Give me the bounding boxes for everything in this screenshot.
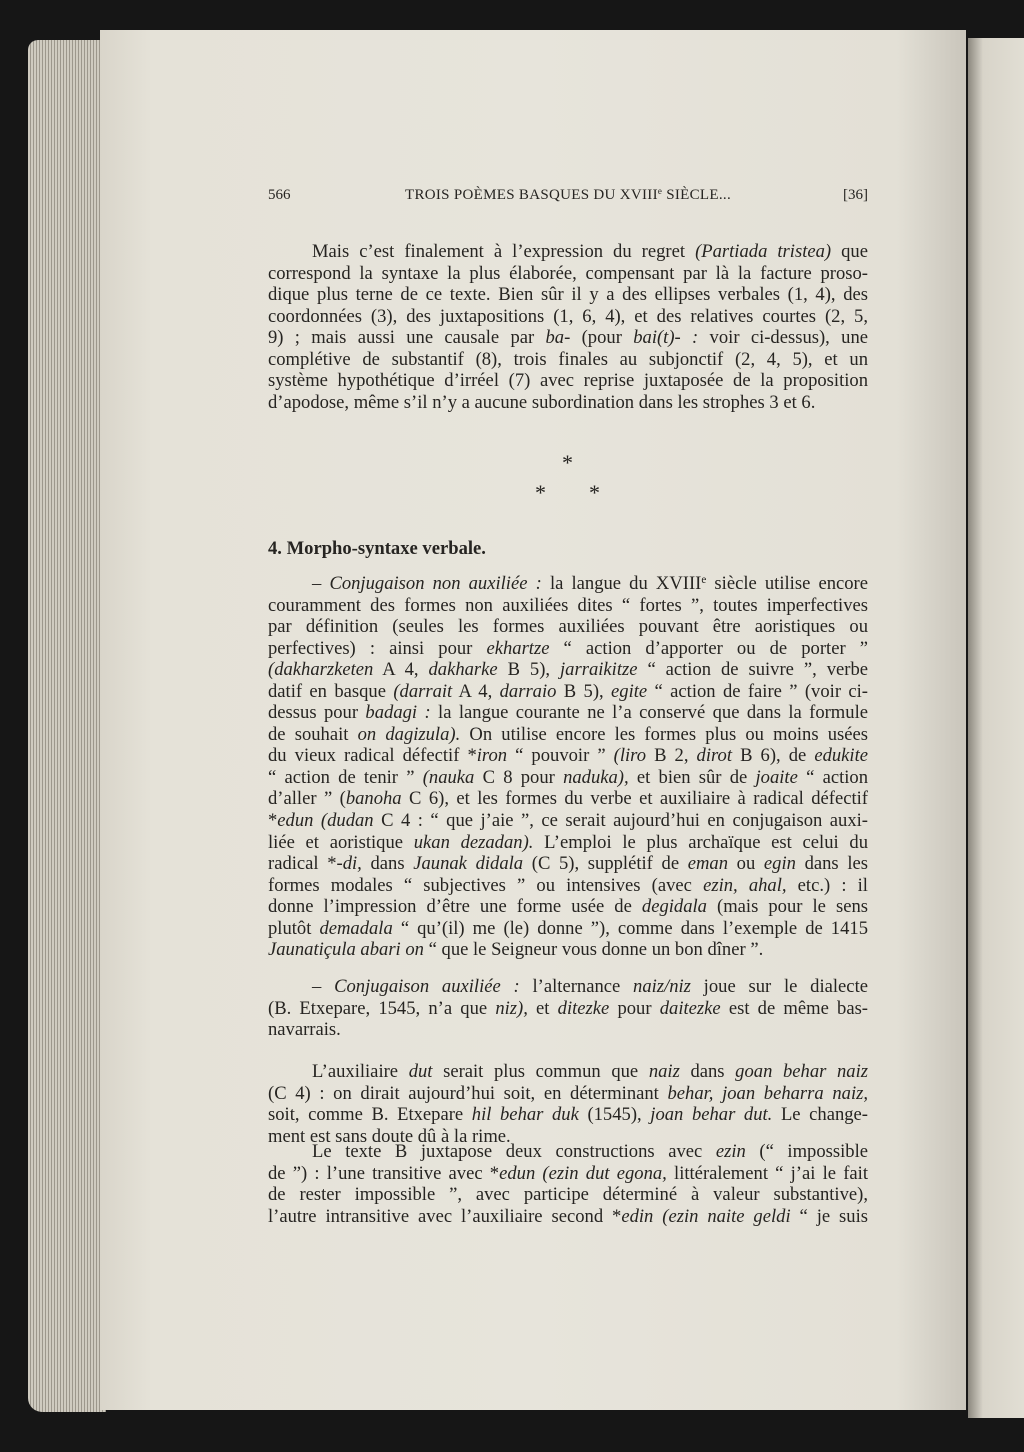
- text-run: coordonnées (3), des juxtapositions (1, 6, 4), et des relatives courtes (2, 5,: [268, 305, 868, 327]
- text-line: [268, 976, 868, 998]
- paragraph: [268, 241, 868, 413]
- text-run: “ action: [797, 766, 869, 788]
- text-line: [268, 745, 868, 767]
- running-title-end: SIÈCLE...: [662, 187, 732, 203]
- text-run: est de même bas-: [720, 997, 869, 1019]
- italic-text-run: naiz: [648, 1061, 680, 1082]
- italic-text-run: goan behar naiz: [735, 1061, 869, 1082]
- running-header: [268, 187, 868, 207]
- text-run: formes modales “ subjectives ” ou intensives (avec: [268, 874, 704, 896]
- text-run: radical *: [268, 853, 337, 875]
- italic-text-run: ezin: [715, 1141, 746, 1162]
- text-run: On utilise encore les formes plus ou moins usées: [460, 723, 869, 745]
- text-run: pour: [609, 997, 660, 1019]
- text-line: [268, 659, 868, 681]
- italic-text-run: (liro: [613, 745, 647, 767]
- text-line: [268, 724, 868, 746]
- italic-text-run: joan behar dut.: [650, 1104, 773, 1126]
- paragraph: [268, 976, 868, 1041]
- page-stack-edges: [28, 40, 106, 1412]
- text-run: A 4,: [373, 659, 429, 681]
- italic-text-run: egin: [763, 853, 796, 875]
- italic-text-run: ezin, ahal,: [703, 874, 787, 896]
- text-run: de ”) : l’une transitive avec *: [268, 1162, 500, 1184]
- italic-text-run: (nauka: [422, 766, 475, 788]
- text-run: –: [312, 573, 330, 594]
- text-run: donne l’impression d’être une forme usée de: [268, 896, 642, 918]
- text-run: dans: [361, 853, 414, 875]
- italic-text-run: hil behar duk: [471, 1104, 579, 1126]
- text-line: [268, 392, 868, 414]
- superscript: e: [701, 573, 707, 586]
- text-line: [268, 616, 868, 638]
- text-run: complétive de substantif (8), trois finales au subjonctif (2, 4, 5), et un: [268, 348, 868, 370]
- text-run: soit, comme B. Etxepare: [268, 1104, 472, 1126]
- text-line: [268, 349, 868, 371]
- text-line: [268, 263, 868, 285]
- text-line: [268, 998, 868, 1020]
- text-line: [268, 939, 868, 961]
- italic-text-run: dirot: [696, 745, 733, 767]
- italic-text-run: egite: [611, 680, 648, 702]
- text-run: la langue courante ne l’a conservé que dans la formule: [430, 702, 868, 724]
- italic-text-run: ukan dezadan).: [413, 831, 534, 853]
- text-line: [268, 918, 868, 940]
- italic-text-run: (dakharzketen: [268, 659, 374, 681]
- text-run: (C 4) : on dirait aujourd’hui soit, en déterminant: [268, 1082, 668, 1104]
- text-run: B 5),: [556, 680, 612, 702]
- text-line: [268, 306, 868, 328]
- text-run: voir ci-dessus), une: [698, 327, 868, 349]
- italic-text-run: ditezke: [557, 997, 610, 1019]
- text-run: littéralement “ j’ai le fait: [666, 1162, 868, 1184]
- text-run: etc.) : il: [786, 874, 868, 896]
- text-run: ment est sans doute dû à la rime.: [268, 1125, 511, 1147]
- text-run: (B. Etxepare, 1545, n’a que: [268, 997, 496, 1019]
- text-line: [268, 1184, 868, 1206]
- text-run: B 2,: [646, 745, 697, 767]
- text-run: ou: [728, 853, 764, 875]
- text-line: [268, 1206, 868, 1228]
- text-run: dessus pour: [268, 702, 366, 724]
- italic-text-run: edukite: [814, 745, 868, 767]
- text-line: [268, 875, 868, 897]
- text-run: (C 5), supplétif de: [523, 853, 688, 875]
- text-run: C 6), et les formes du verbe et auxiliaire à radical défectif: [401, 788, 869, 810]
- italic-text-run: Jaunak didala: [413, 853, 524, 875]
- section-heading: 4. Morpho-syntaxe verbale.: [268, 538, 486, 559]
- text-run: A 4,: [452, 680, 500, 702]
- separator-star: *: [535, 480, 546, 505]
- page-number: 566: [268, 187, 291, 203]
- text-run: L’auxiliaire: [312, 1061, 409, 1082]
- text-run: serait plus commun que: [432, 1061, 649, 1082]
- italic-text-run: jarraikitze: [560, 659, 638, 681]
- text-run: (mais pour le sens: [706, 896, 868, 918]
- text-run: (“ impossible: [745, 1141, 868, 1162]
- text-line: [268, 638, 868, 660]
- text-run: dique plus terne de ce texte. Bien sûr il y a des ellipses verbales (1, 4), des: [268, 284, 868, 306]
- text-run: “ je suis: [790, 1205, 868, 1227]
- italic-text-run: darraio: [499, 680, 557, 702]
- italic-text-run: niz),: [495, 997, 528, 1019]
- text-line: [268, 1163, 868, 1185]
- text-run: “ action de suivre ”, verbe: [637, 659, 868, 681]
- italic-text-run: on dagizula).: [357, 723, 461, 745]
- text-line: [268, 702, 868, 724]
- text-run: liée et aoristique: [268, 831, 414, 853]
- running-title-sup: e: [657, 186, 663, 197]
- text-run: siècle utilise encore: [706, 573, 869, 594]
- text-run: et bien sûr de: [628, 766, 756, 788]
- text-line: [268, 832, 868, 854]
- italic-text-run: Conjugaison auxiliée :: [334, 976, 520, 997]
- italic-text-run: dakharke: [428, 659, 498, 681]
- italic-text-run: eman: [687, 853, 729, 875]
- text-line: [268, 767, 868, 789]
- text-line: [268, 681, 868, 703]
- text-run: d’aller ” (: [268, 788, 346, 810]
- text-run: B 5),: [497, 659, 561, 681]
- text-run: Mais c’est finalement à l’expression du regret: [312, 241, 696, 262]
- text-line: [268, 1104, 868, 1126]
- italic-text-run: naduka),: [563, 766, 629, 788]
- italic-text-run: Jaunatiçula abari on: [268, 939, 424, 961]
- text-run: système hypothétique d’irréel (7) avec reprise juxtaposée de la proposition: [268, 370, 868, 392]
- text-run: datif en basque: [268, 680, 394, 702]
- text-run: Le texte B juxtapose deux constructions avec: [312, 1141, 716, 1162]
- italic-text-run: behar, joan beharra naiz,: [667, 1082, 868, 1104]
- text-line: [268, 595, 868, 617]
- text-run: C 8 pour: [474, 766, 564, 788]
- text-run: du vieux radical défectif *: [268, 745, 477, 767]
- text-run: “ action d’apporter ou de porter ”: [549, 637, 868, 659]
- text-run: navarrais.: [268, 1019, 341, 1041]
- text-line: [268, 241, 868, 263]
- text-run: dans les: [795, 853, 868, 875]
- italic-text-run: iron: [476, 745, 508, 767]
- text-run: “ pouvoir ”: [507, 745, 614, 767]
- separator-star: *: [562, 450, 573, 475]
- italic-text-run: (darrait: [393, 680, 453, 702]
- italic-text-run: (Partiada tristea): [695, 241, 832, 262]
- italic-text-run: edun (ezin dut egona,: [499, 1162, 667, 1184]
- text-run: par définition (seules les formes auxiliées pouvant être aoristiques ou: [268, 616, 868, 638]
- text-run: de rester impossible ”, avec participe déterminé à valeur substantive),: [268, 1184, 868, 1206]
- text-run: “ que le Seigneur vous donne un bon dîner ”.: [423, 939, 764, 961]
- text-run: joue sur le dialecte: [690, 976, 868, 997]
- text-run: d’apodose, même s’il n’y a aucune subordination dans les strophes 3 et 6.: [268, 391, 816, 413]
- text-line: [268, 1061, 868, 1083]
- text-line: [268, 573, 868, 595]
- text-run: C 4 : “ que j’aie ”, ce serait aujourd’hui en conjugaison auxi-: [373, 810, 868, 832]
- text-line: [268, 1019, 868, 1041]
- text-run: *: [268, 810, 278, 832]
- italic-text-run: banoha: [345, 788, 402, 810]
- running-title: [268, 187, 868, 204]
- text-run: “ qu’(il) me (le) donne ”), comme dans l’exemple de 1415: [392, 917, 868, 939]
- italic-text-run: -di,: [336, 853, 362, 875]
- text-line: [268, 1141, 868, 1163]
- italic-text-run: daitezke: [659, 997, 721, 1019]
- text-line: [268, 810, 868, 832]
- text-run: (1545),: [578, 1104, 651, 1126]
- italic-text-run: ba-: [545, 327, 571, 349]
- italic-text-run: demadala: [319, 917, 393, 939]
- italic-text-run: dut: [408, 1061, 433, 1082]
- text-run: –: [312, 976, 335, 997]
- text-run: “ action de tenir ”: [268, 766, 423, 788]
- text-run: “ action de faire ” (voir ci-: [647, 680, 868, 702]
- italic-text-run: badagi :: [365, 702, 431, 724]
- section-number: [36]: [843, 187, 868, 203]
- italic-text-run: ekhartze: [486, 637, 550, 659]
- text-line: [268, 853, 868, 875]
- text-run: perfectives) : ainsi pour: [268, 637, 487, 659]
- facing-page-edge: [968, 38, 1024, 1418]
- text-run: (pour: [570, 327, 634, 349]
- text-run: Le change-: [772, 1104, 869, 1126]
- italic-text-run: degidala: [641, 896, 707, 918]
- italic-text-run: joaite: [755, 766, 798, 788]
- text-line: [268, 370, 868, 392]
- paragraph: [268, 573, 868, 961]
- running-title-text: TROIS POÈMES BASQUES DU XVIII: [404, 187, 658, 203]
- paragraph: [268, 1061, 868, 1147]
- text-run: correspond la syntaxe la plus élaborée, compensant par là la facture proso-: [268, 262, 868, 284]
- italic-text-run: naiz/niz: [633, 976, 691, 997]
- text-run: l’alternance: [519, 976, 634, 997]
- text-run: l’autre intransitive avec l’auxiliaire second *: [268, 1205, 622, 1227]
- text-run: et: [527, 997, 558, 1019]
- italic-text-run: edin (ezin naite geldi: [621, 1205, 791, 1227]
- text-line: [268, 327, 868, 349]
- paragraph: [268, 1141, 868, 1227]
- text-run: L’emploi le plus archaïque est celui du: [533, 831, 868, 853]
- text-line: [268, 788, 868, 810]
- text-run: de souhait: [268, 723, 358, 745]
- italic-text-run: Conjugaison non auxiliée :: [329, 573, 542, 594]
- text-run: la langue du XVIII: [541, 573, 702, 594]
- text-line: [268, 284, 868, 306]
- text-run: B 6), de: [732, 745, 815, 767]
- text-run: plutôt: [268, 917, 320, 939]
- text-line: [268, 896, 868, 918]
- text-run: dans: [679, 1061, 736, 1082]
- italic-text-run: bai(t)- :: [633, 327, 699, 349]
- text-run: couramment des formes non auxiliées dites “ fortes ”, toutes imperfectives: [268, 594, 868, 616]
- separator-star: *: [589, 480, 600, 505]
- italic-text-run: edun (dudan: [277, 810, 374, 832]
- text-run: que: [831, 241, 868, 262]
- text-run: 9) ; mais aussi une causale par: [268, 327, 546, 349]
- text-line: [268, 1083, 868, 1105]
